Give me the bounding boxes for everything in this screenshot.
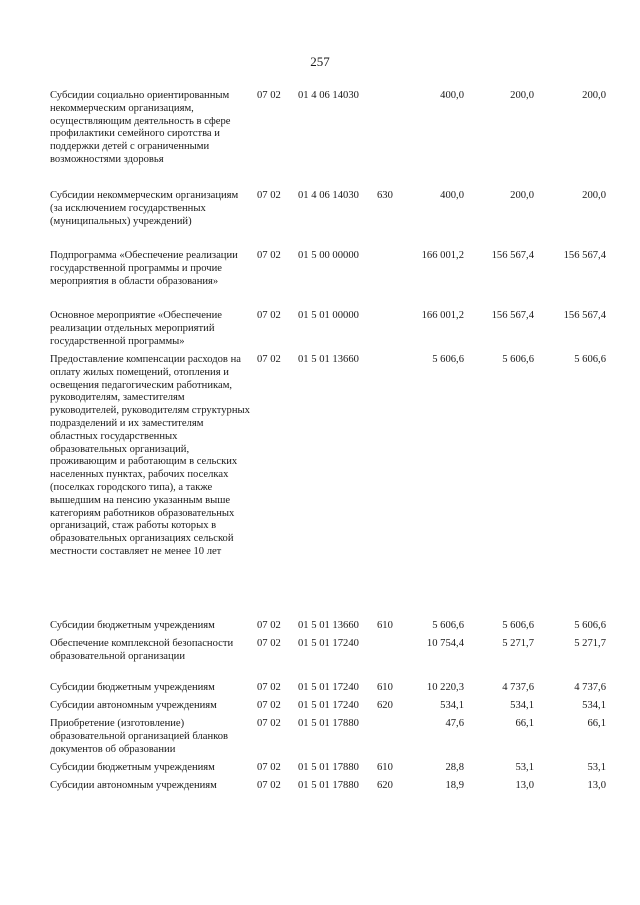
amount-year-3: 13,0 — [587, 780, 606, 791]
section-code: 07 02 — [257, 190, 281, 201]
amount-year-2: 5 606,6 — [502, 354, 534, 365]
amount-year-1: 5 606,6 — [432, 354, 464, 365]
section-code: 07 02 — [257, 682, 281, 693]
target-article-code: 01 5 01 17880 — [298, 780, 359, 791]
amount-year-1: 166 001,2 — [421, 250, 464, 261]
target-article-code: 01 5 01 17240 — [298, 700, 359, 711]
amount-year-3: 53,1 — [587, 762, 606, 773]
amount-year-2: 4 737,6 — [502, 682, 534, 693]
amount-year-3: 5 606,6 — [574, 354, 606, 365]
expense-type-code: 610 — [377, 682, 393, 693]
amount-year-1: 400,0 — [440, 190, 464, 201]
row-description: Субсидии автономным учреждениям — [50, 780, 217, 791]
amount-year-1: 534,1 — [440, 700, 464, 711]
amount-year-1: 10 754,4 — [426, 638, 464, 649]
amount-year-1: 10 220,3 — [426, 682, 464, 693]
section-code: 07 02 — [257, 310, 281, 321]
target-article-code: 01 5 01 17240 — [298, 638, 359, 649]
amount-year-3: 156 567,4 — [563, 250, 606, 261]
amount-year-3: 200,0 — [582, 90, 606, 101]
target-article-code: 01 5 01 17880 — [298, 762, 359, 773]
section-code: 07 02 — [257, 700, 281, 711]
amount-year-1: 5 606,6 — [432, 620, 464, 631]
row-description: Субсидии автономным учреждениям — [50, 700, 217, 711]
row-description: Предоставление компенсации расходов на оплату жилых помещений, отопления и освещения педагогическим работникам, руководителям, заместителям руководителей, руководителям структурных подразделений и их заместителям областных государственных образовательных организаций, проживающим и работающим в сельских населенных пунктах, рабочих поселках (поселках городского типа), а также вышедшим на пенсию указанным выше категориям работников образовательных организаций, стаж работы которых в образовательных организациях сельской местности составляет не менее 10 лет — [50, 354, 250, 557]
amount-year-3: 5 606,6 — [574, 620, 606, 631]
section-code: 07 02 — [257, 90, 281, 101]
section-code: 07 02 — [257, 780, 281, 791]
row-description: Субсидии некоммерческим организациям (за исключением государственных (муниципальных) учреждений) — [50, 190, 239, 227]
amount-year-1: 18,9 — [445, 780, 464, 791]
target-article-code: 01 5 00 00000 — [298, 250, 359, 261]
section-code: 07 02 — [257, 620, 281, 631]
row-description: Подпрограмма «Обеспечение реализации государственной программы и прочие мероприятия в области образования» — [50, 250, 238, 287]
row-description: Субсидии бюджетным учреждениям — [50, 620, 215, 631]
expense-type-code: 620 — [377, 780, 393, 791]
amount-year-3: 4 737,6 — [574, 682, 606, 693]
target-article-code: 01 4 06 14030 — [298, 90, 359, 101]
amount-year-1: 28,8 — [445, 762, 464, 773]
amount-year-2: 13,0 — [515, 780, 534, 791]
amount-year-2: 200,0 — [510, 190, 534, 201]
amount-year-3: 66,1 — [587, 718, 606, 729]
amount-year-2: 156 567,4 — [491, 310, 534, 321]
expense-type-code: 620 — [377, 700, 393, 711]
amount-year-2: 53,1 — [515, 762, 534, 773]
expense-type-code: 630 — [377, 190, 393, 201]
target-article-code: 01 5 01 17880 — [298, 718, 359, 729]
amount-year-1: 47,6 — [445, 718, 464, 729]
expense-type-code: 610 — [377, 620, 393, 631]
section-code: 07 02 — [257, 354, 281, 365]
target-article-code: 01 5 01 17240 — [298, 682, 359, 693]
expense-type-code: 610 — [377, 762, 393, 773]
amount-year-3: 5 271,7 — [574, 638, 606, 649]
amount-year-1: 166 001,2 — [421, 310, 464, 321]
amount-year-3: 200,0 — [582, 190, 606, 201]
target-article-code: 01 5 01 00000 — [298, 310, 359, 321]
section-code: 07 02 — [257, 762, 281, 773]
row-description: Субсидии социально ориентированным некоммерческим организациям, осуществляющим деятельность в сфере профилактики семейного сиротства и поддержки детей с ограниченными возможностями здоровья — [50, 90, 231, 165]
amount-year-3: 156 567,4 — [563, 310, 606, 321]
row-description: Субсидии бюджетным учреждениям — [50, 762, 215, 773]
target-article-code: 01 5 01 13660 — [298, 354, 359, 365]
amount-year-3: 534,1 — [582, 700, 606, 711]
amount-year-2: 66,1 — [515, 718, 534, 729]
amount-year-2: 534,1 — [510, 700, 534, 711]
page-number: 257 — [310, 54, 330, 69]
section-code: 07 02 — [257, 718, 281, 729]
amount-year-2: 156 567,4 — [491, 250, 534, 261]
amount-year-2: 200,0 — [510, 90, 534, 101]
row-description: Субсидии бюджетным учреждениям — [50, 682, 215, 693]
row-description: Приобретение (изготовление) образовательной организацией бланков документов об образовании — [50, 718, 229, 755]
section-code: 07 02 — [257, 638, 281, 649]
amount-year-2: 5 271,7 — [502, 638, 534, 649]
target-article-code: 01 4 06 14030 — [298, 190, 359, 201]
row-description: Обеспечение комплексной безопасности образовательной организации — [50, 638, 234, 662]
amount-year-2: 5 606,6 — [502, 620, 534, 631]
row-description: Основное мероприятие «Обеспечение реализации отдельных мероприятий государственной программы» — [50, 310, 222, 347]
target-article-code: 01 5 01 13660 — [298, 620, 359, 631]
amount-year-1: 400,0 — [440, 90, 464, 101]
section-code: 07 02 — [257, 250, 281, 261]
